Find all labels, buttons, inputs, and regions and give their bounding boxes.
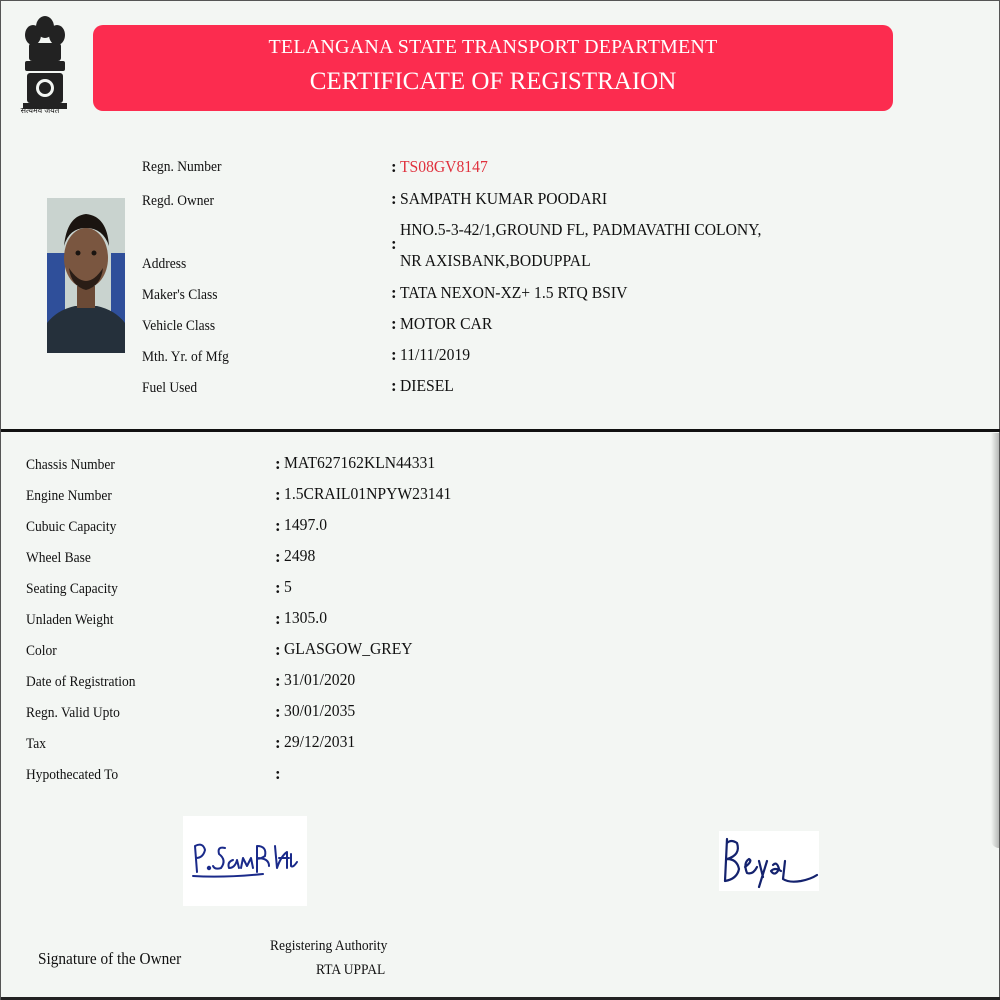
reg-date-label: Date of Registration [26, 674, 136, 690]
seating-label: Seating Capacity [26, 581, 118, 597]
mfg-value: 11/11/2019 [400, 345, 471, 364]
authority-office: RTA UPPAL [316, 962, 386, 978]
cc-label: Cubuic Capacity [26, 519, 117, 535]
address-line-1: HNO.5-3-42/1,GROUND FL, PADMAVATHI COLONY, [400, 220, 762, 239]
emblem-caption: सत्यमेव जयते [20, 106, 60, 115]
colon: : [275, 640, 281, 659]
page-edge-shadow [991, 433, 999, 848]
department-name: TELANGANA STATE TRANSPORT DEPARTMENT [268, 36, 718, 58]
colon: : [275, 547, 281, 566]
color-value: GLASGOW_GREY [284, 639, 413, 658]
owner-photo [47, 198, 125, 353]
regd-owner-label: Regd. Owner [142, 193, 214, 209]
colon: : [391, 283, 397, 302]
engine-value: 1.5CRAIL01NPYW23141 [284, 484, 452, 503]
fuel-label: Fuel Used [142, 380, 198, 396]
colon: : [275, 764, 281, 783]
address-line-2: NR AXISBANK,BODUPPAL [400, 251, 591, 270]
colon: : [275, 454, 281, 473]
unladen-label: Unladen Weight [26, 612, 114, 628]
valid-upto-value: 30/01/2035 [284, 701, 356, 720]
colon: : [391, 157, 397, 176]
colon: : [391, 314, 397, 333]
authority-label: Registering Authority [270, 938, 388, 954]
color-label: Color [26, 643, 57, 659]
fuel-value: DIESEL [400, 376, 454, 395]
unladen-value: 1305.0 [284, 608, 328, 627]
colon: : [275, 578, 281, 597]
seating-value: 5 [284, 577, 292, 596]
colon: : [391, 234, 397, 253]
regn-number-value: TS08GV8147 [400, 157, 488, 176]
wheelbase-value: 2498 [284, 546, 316, 565]
owner-signature [183, 816, 307, 906]
cc-value: 1497.0 [284, 515, 328, 534]
certificate-title: CERTIFICATE OF REGISTRAION [309, 68, 677, 95]
vehicle-class-label: Vehicle Class [142, 318, 216, 334]
address-label: Address [142, 256, 187, 272]
chassis-label: Chassis Number [26, 457, 115, 473]
chassis-value: MAT627162KLN44331 [284, 453, 436, 472]
section-divider [1, 429, 1000, 432]
tax-label: Tax [26, 736, 47, 752]
colon: : [275, 671, 281, 690]
tax-value: 29/12/2031 [284, 732, 356, 751]
hypothecated-label: Hypothecated To [26, 767, 119, 783]
colon: : [391, 189, 397, 208]
engine-label: Engine Number [26, 488, 112, 504]
mfg-label: Mth. Yr. of Mfg [142, 349, 229, 365]
regn-number-label: Regn. Number [142, 159, 222, 175]
colon: : [275, 733, 281, 752]
colon: : [275, 485, 281, 504]
reg-date-value: 31/01/2020 [284, 670, 356, 689]
colon: : [391, 376, 397, 395]
valid-upto-label: Regn. Valid Upto [26, 705, 120, 721]
makers-class-label: Maker's Class [142, 287, 218, 303]
authority-signature [719, 831, 819, 891]
makers-class-value: TATA NEXON-XZ+ 1.5 RTQ BSIV [400, 283, 628, 302]
colon: : [275, 516, 281, 535]
colon: : [275, 702, 281, 721]
colon: : [275, 609, 281, 628]
wheelbase-label: Wheel Base [26, 550, 91, 566]
regd-owner-value: SAMPATH KUMAR POODARI [400, 189, 608, 208]
colon: : [391, 345, 397, 364]
owner-signature-label: Signature of the Owner [38, 949, 182, 968]
vehicle-class-value: MOTOR CAR [400, 314, 493, 333]
header-banner [93, 25, 893, 111]
